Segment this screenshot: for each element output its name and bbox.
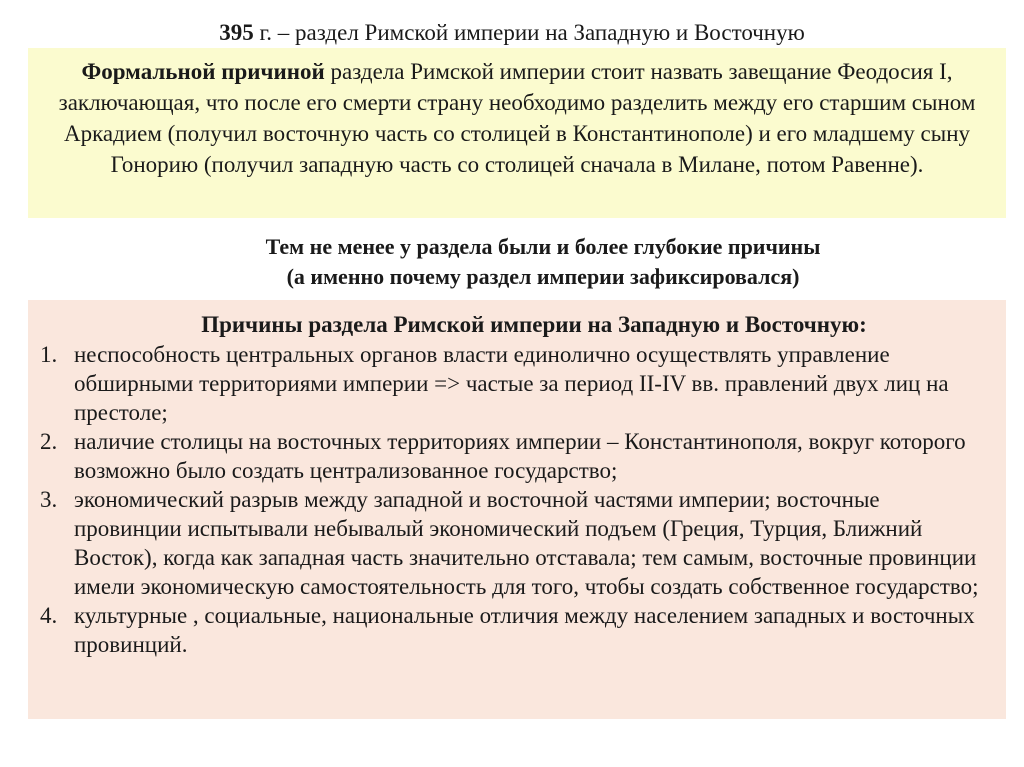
reasons-heading: Причины раздела Римской империи на Западную и Восточную: xyxy=(201,312,867,337)
deeper-causes-line-2: (а именно почему раздел империи зафиксировался) xyxy=(286,264,800,289)
title-text: г. – раздел Римской империи на Западную и Восточную xyxy=(253,20,805,45)
reason-number: 2. xyxy=(40,429,58,454)
deeper-causes-heading xyxy=(0,232,1024,292)
slide-title xyxy=(0,18,1024,48)
reason-item xyxy=(40,601,990,659)
reason-item xyxy=(40,340,990,427)
reason-text: культурные , социальные, национальные отличия между населением западных и восточных провинций. xyxy=(74,603,975,657)
formal-cause-text: раздела Римской империи стоит назвать завещание Феодосия I, заключающая, что после его смерти страну необходимо разделить между его старшим сыном Аркадием (получил восточную часть со столицей в Константинополе) и его младшему сыну Гонорию (получил западную часть со столицей сначала в Милане, потом Равенне). xyxy=(58,59,976,177)
reason-text: экономический разрыв между западной и восточной частями империи; восточные провинции испытывали небывалый экономический подъем (Греция, Турция, Ближний Восток), когда как западная часть значительно отставала; тем самым, восточные провинции имели экономическую самостоятельность для того, чтобы создать собственное государство; xyxy=(74,487,979,599)
title-year: 395 xyxy=(219,20,254,45)
reasons-list xyxy=(40,340,990,659)
deeper-causes-line-1: Тем не менее у раздела были и более глубокие причины xyxy=(265,234,821,259)
reason-text: неспособность центральных органов власти единолично осуществлять управление обширными территориями империи => частые за период II-IV вв. правлений двух лиц на престоле; xyxy=(74,342,949,425)
reason-item xyxy=(40,427,990,485)
reason-number: 3. xyxy=(40,487,58,512)
reasons-box xyxy=(28,300,1006,719)
formal-cause-bold: Формальной причиной xyxy=(81,59,325,84)
reason-number: 4. xyxy=(40,603,58,628)
reason-item xyxy=(40,485,990,601)
formal-cause-box xyxy=(28,48,1006,218)
reason-number: 1. xyxy=(40,342,58,367)
reason-text: наличие столицы на восточных территориях империи – Константинополя, вокруг которого возможно было создать централизованное государство; xyxy=(74,429,966,483)
